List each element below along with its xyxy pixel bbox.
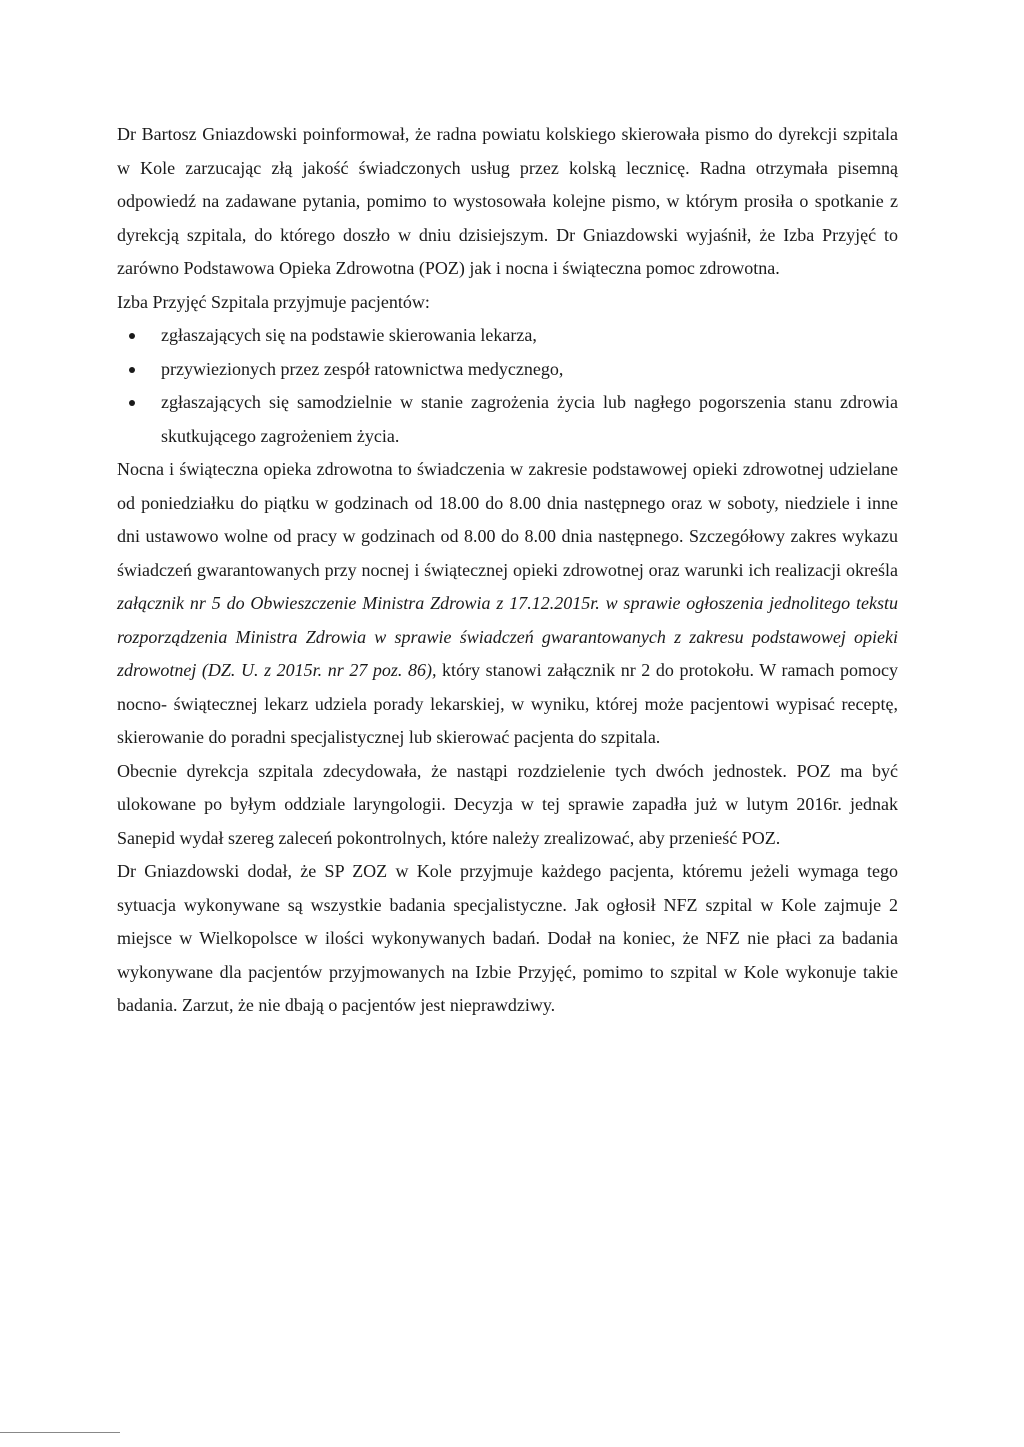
night-care-text-end: który stanowi załącznik nr 2 do protokołu. W ramach pomocy nocno- świątecznej lekarz udziela porady lekarskiej, w wyniku, której może pacjentowi wypisać receptę, skierowanie do poradni specjalistycznej lub skierować pacjenta do szpitala. <box>117 660 898 747</box>
paragraph-admission-intro: Izba Przyjęć Szpitala przyjmuje pacjentów: <box>117 291 430 312</box>
footer-rule <box>0 1432 120 1433</box>
paragraph-meeting-summary: Dr Bartosz Gniazdowski poinformował, że radna powiatu kolskiego skierowała pismo do dyrekcji szpitala w Kole zarzucając złą jakość świadczonych usług przez kolską lecznicę. Radna otrzymała pisemną odpowiedź na zadawane pytania, pomimo to wystosowała kolejne pismo, w którym prosiła o spotkanie z dyrekcją szpitala, do którego doszło w dniu dzisiejszym. Dr Gniazdowski wyjaśnił, że Izba Przyjęć to zarówno Podstawowa Opieka Zdrowotna (POZ) jak i nocna i świąteczna pomoc zdrowotna. <box>117 124 898 278</box>
list-item: zgłaszających się samodzielnie w stanie zagrożenia życia lub nagłego pogorszenia stanu zdrowia skutkującego zagrożeniem życia. <box>117 386 898 453</box>
list-item: przywiezionych przez zespół ratownictwa medycznego, <box>117 353 898 387</box>
admission-criteria-list <box>117 319 898 453</box>
paragraph-night-care <box>117 453 898 755</box>
legal-reference: załącznik nr 5 do Obwieszczenie Ministra Zdrowia z 17.12.2015r. w sprawie ogłoszenia jednolitego tekstu rozporządzenia Ministra Zdrowia w sprawie świadczeń gwarantowanych z zakresu podstawowej opieki zdrowotnej (DZ. U. z 2015r. nr 27 poz. 86), <box>117 593 898 680</box>
list-item: zgłaszających się na podstawie skierowania lekarza, <box>117 319 898 353</box>
paragraph-poz-relocation: Obecnie dyrekcja szpitala zdecydowała, że nastąpi rozdzielenie tych dwóch jednostek. POZ ma być ulokowane po byłym oddziale laryngologii. Decyzja w tej sprawie zapadła już w lutym 2016r. jednak Sanepid wydał szereg zaleceń pokontrolnych, które należy zrealizować, aby przenieść POZ. <box>117 760 898 848</box>
document-body <box>117 118 898 1023</box>
paragraph-conclusion: Dr Gniazdowski dodał, że SP ZOZ w Kole przyjmuje każdego pacjenta, któremu jeżeli wymaga tego sytuacja wykonywane są wszystkie badania specjalistyczne. Jak ogłosił NFZ szpital w Kole zajmuje 2 miejsce w Wielkopolsce w ilości wykonywanych badań. Dodał na koniec, że NFZ nie płaci za badania wykonywane dla pacjentów przyjmowanych na Izbie Przyjęć, pomimo to szpital w Kole wykonuje takie badania. Zarzut, że nie dbają o pacjentów jest nieprawdziwy. <box>117 861 898 1015</box>
night-care-text-start: Nocna i świąteczna opieka zdrowotna to świadczenia w zakresie podstawowej opieki zdrowotnej udzielane od poniedziałku do piątku w godzinach od 18.00 do 8.00 dnia następnego oraz w soboty, niedziele i inne dni ustawowo wolne od pracy w godzinach od 8.00 do 8.00 dnia następnego. Szczegółowy zakres wykazu świadczeń gwarantowanych przy nocnej i świątecznej opieki zdrowotnej oraz warunki ich realizacji określa <box>117 459 898 580</box>
